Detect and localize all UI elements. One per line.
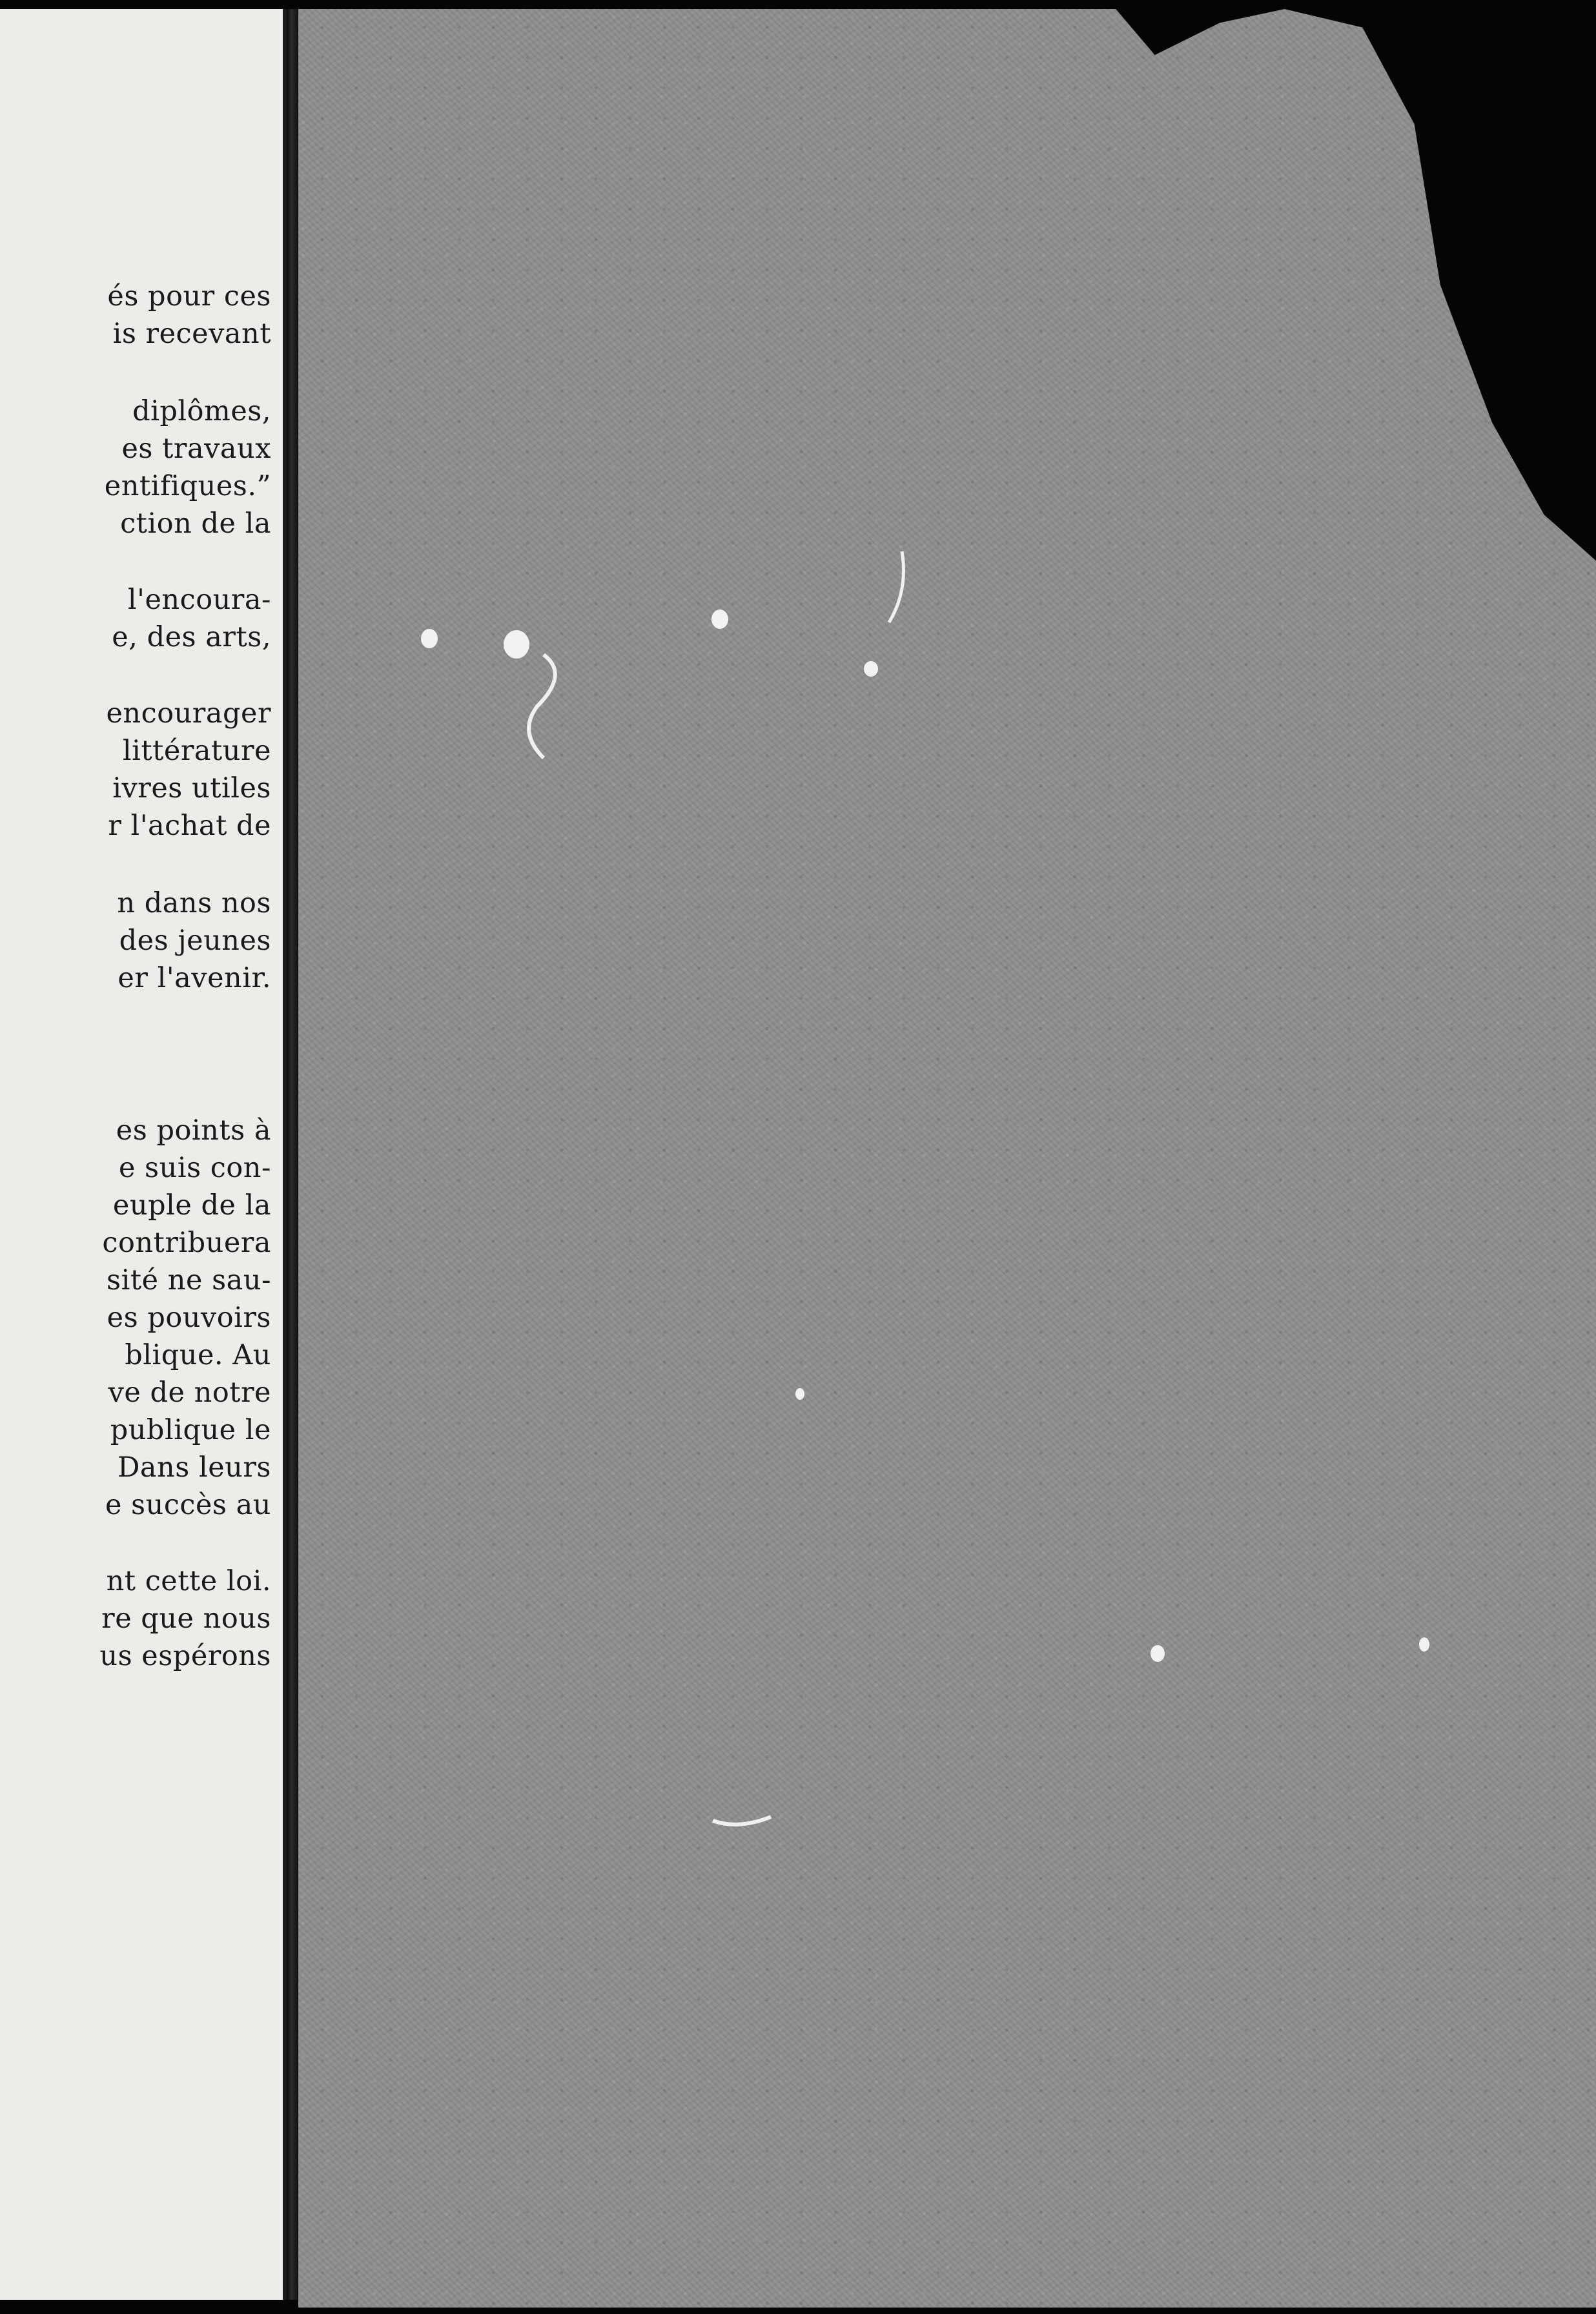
left-page-fragment [0, 9, 287, 2300]
text-line: l'encoura- [127, 584, 271, 616]
text-line: nt cette loi. [106, 1565, 271, 1597]
text-line: contribuera [102, 1227, 271, 1259]
blank-endpaper [298, 9, 1596, 2308]
text-line: es travaux [121, 433, 271, 465]
text-line: entifiques.” [104, 470, 271, 502]
text-line: sité ne sau- [107, 1264, 271, 1296]
text-line: diplômes, [132, 395, 271, 427]
text-line: es pouvoirs [107, 1302, 271, 1334]
text-line: ivres utiles [112, 772, 271, 804]
text-line: blique. Au [125, 1339, 271, 1371]
text-line: is recevant [112, 318, 271, 350]
text-line: re que nous [101, 1602, 271, 1635]
text-line: r l'achat de [108, 810, 271, 842]
text-line: er l'avenir. [118, 962, 271, 994]
text-line: publique le [110, 1414, 271, 1446]
text-line: littérature [122, 735, 271, 767]
text-line: és pour ces [107, 280, 271, 312]
text-line: encourager [106, 697, 271, 730]
text-line: n dans nos [117, 887, 271, 919]
text-line: e suis con- [118, 1152, 271, 1184]
text-line: e, des arts, [112, 621, 271, 653]
text-line: ction de la [120, 507, 271, 540]
text-line: ve de notre [108, 1377, 271, 1409]
text-line: es points à [116, 1114, 271, 1147]
text-line: Dans leurs [117, 1451, 271, 1484]
text-line: des jeunes [119, 925, 271, 957]
page-gutter [287, 9, 298, 2300]
text-line: e succès au [105, 1489, 271, 1521]
text-line: euple de la [112, 1189, 271, 1222]
paper-fiber-mark [298, 9, 1596, 2308]
text-line: us espérons [99, 1640, 271, 1672]
